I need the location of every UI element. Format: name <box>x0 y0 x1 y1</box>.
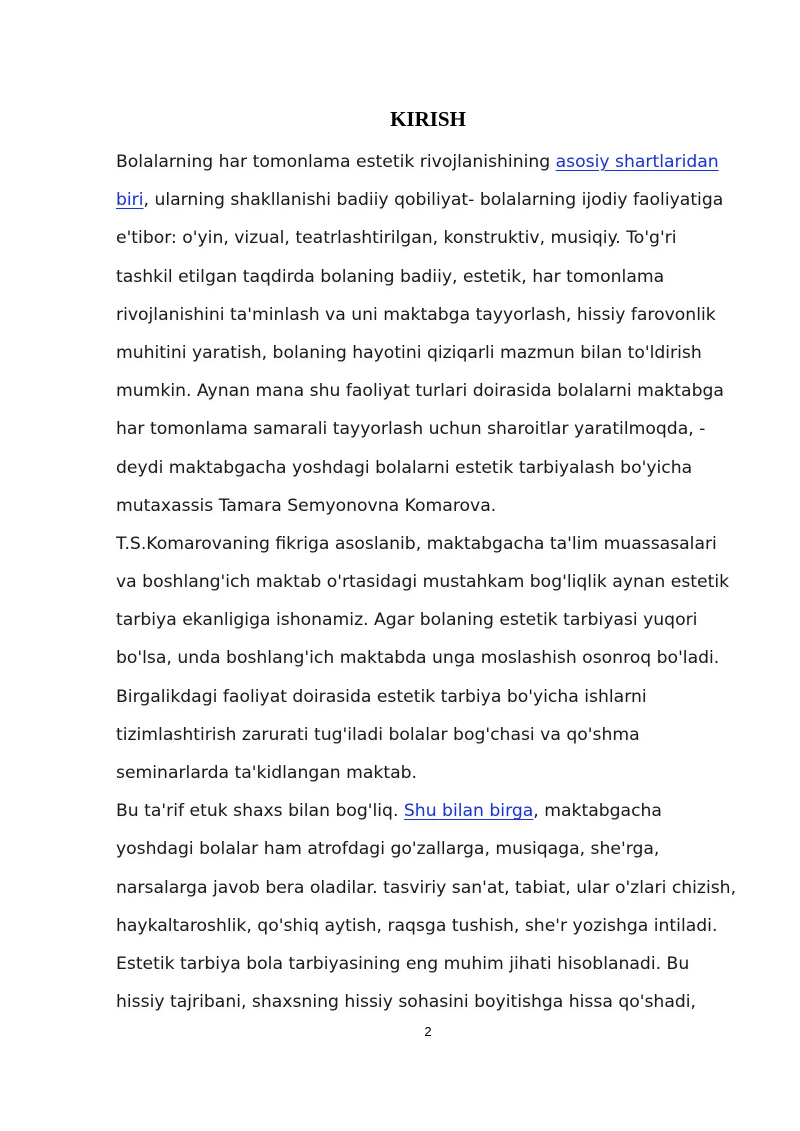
text-line: va boshlang'ich maktab o'rtasidagi mustahkam bog'liqlik aynan estetik <box>116 572 730 593</box>
link-shu-bilan-birga[interactable]: Shu bilan birga <box>403 801 534 822</box>
body-text <box>116 143 756 1021</box>
text-line: T.S.Komarovaning fikriga asoslanib, maktabgacha ta'lim muassasalari <box>116 533 717 554</box>
text-line: tashkil etilgan taqdirda bolaning badiiy, estetik, har tomonlama <box>116 266 665 287</box>
text-segment: , ularning shakllanishi badiiy qobiliyat- bolalarning ijodiy faoliyatiga <box>143 190 724 211</box>
document-heading: KIRISH <box>390 107 466 131</box>
text-segment: Bu ta'rif etuk shaxs bilan bog'liq. <box>116 801 404 822</box>
text-line <box>116 181 756 219</box>
text-line: bo'lsa, unda boshlang'ich maktabda unga moslashish osonroq bo'ladi. <box>116 648 720 669</box>
page-number: 2 <box>424 1024 432 1039</box>
link-asosiy-shartlaridan[interactable]: asosiy shartlaridan <box>555 152 719 172</box>
text-line: Estetik tarbiya bola tarbiyasining eng muhim jihati hisoblanadi. Bu <box>116 953 690 974</box>
text-line: tizimlashtirish zarurati tug'iladi bolalar bog'chasi va qo'shma <box>116 724 640 745</box>
text-line: narsalarga javob bera oladilar. tasviriy san'at, tabiat, ular o'zlari chizish, <box>116 877 737 898</box>
text-line: mutaxassis Tamara Semyonovna Komarova. <box>116 495 497 516</box>
text-line: tarbiya ekanligiga ishonamiz. Agar bolaning estetik tarbiyasi yuqori <box>116 610 698 631</box>
text-line: rivojlanishini ta'minlash va uni maktabga tayyorlash, hissiy farovonlik <box>116 304 716 325</box>
link-biri[interactable]: biri <box>116 190 144 211</box>
text-line <box>116 792 756 830</box>
text-line: har tomonlama samarali tayyorlash uchun sharoitlar yaratilmoqda, - <box>116 419 706 440</box>
text-line: mumkin. Aynan mana shu faoliyat turlari doirasida bolalarni maktabga <box>116 381 724 402</box>
text-line: haykaltaroshlik, qo'shiq aytish, raqsga tushish, she'r yozishga intiladi. <box>116 915 718 936</box>
text-segment: , maktabgacha <box>533 801 662 822</box>
text-line: hissiy tajribani, shaxsning hissiy sohasini boyitishga hissa qo'shadi, <box>116 992 696 1013</box>
text-line: e'tibor: o'yin, vizual, teatrlashtirilgan, konstruktiv, musiqiy. To'g'ri <box>116 228 677 249</box>
text-line: Birgalikdagi faoliyat doirasida estetik tarbiya bo'yicha ishlarni <box>116 686 647 707</box>
text-line: muhitini yaratish, bolaning hayotini qiziqarli mazmun bilan to'ldirish <box>116 342 702 363</box>
text-line: deydi maktabgacha yoshdagi bolalarni estetik tarbiyalash bo'yicha <box>116 457 693 478</box>
text-line: seminarlarda ta'kidlangan maktab. <box>116 763 418 783</box>
text-segment: Bolalarning har tomonlama estetik rivojlanishining <box>116 152 556 172</box>
text-line: yoshdagi bolalar ham atrofdagi go'zallarga, musiqaga, she'rga, <box>116 839 660 860</box>
text-line <box>116 143 756 181</box>
